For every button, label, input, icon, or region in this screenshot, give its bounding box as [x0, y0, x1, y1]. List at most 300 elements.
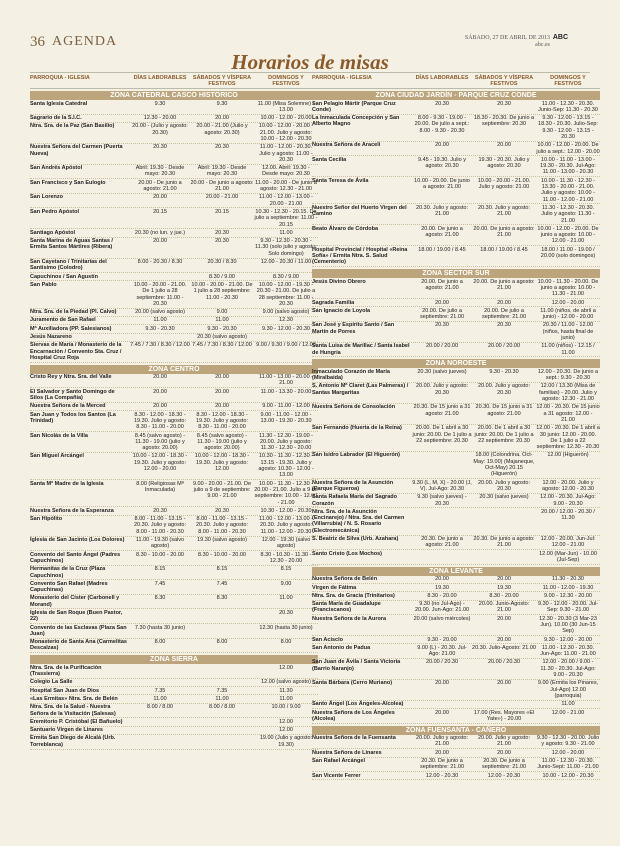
sunday-times: 11.00 - 13.30 - 20.00 [260, 388, 312, 395]
saturday-times [190, 735, 254, 748]
parish-name: Jesús Nazareno [30, 334, 72, 340]
sunday-times: 11.00 - 13.00 - 20.00 - 21.00 [258, 374, 314, 387]
sunday-times: 10.00 - 12.00 - 20.30 [542, 772, 594, 779]
saturday-times: 20.30 [215, 238, 229, 245]
saturday-times: 20.00. De junio a agosto: 21.00 [473, 225, 535, 239]
table-row [312, 115, 600, 142]
sunday-times: 11.00 [279, 229, 293, 236]
table-row [312, 425, 600, 452]
table-row [30, 537, 318, 552]
saturday-times [472, 509, 536, 534]
parish-name: Siervas de María / Monasterio de la Encarnación / Convento Sta. Cruz / Hospital Cruz Roja [30, 342, 122, 361]
saturday-times: 20.00 [215, 374, 229, 381]
weekday-times: 20.00. Julio y agosto: 21.00 [416, 735, 468, 748]
saturday-times [190, 727, 254, 733]
parish-name: Beato Álvaro de Córdoba [312, 225, 379, 232]
parish-name: San Ignacio de Loyola [312, 307, 371, 314]
saturday-times: 19.30 [497, 584, 511, 591]
weekday-times: 20.00 - (Julio y agosto: 20.30) [132, 123, 188, 136]
parish-name: Iglesia de San Roque (Buen Pastor, 22) [30, 609, 123, 623]
sunday-times: 12.00 - 20.00. Julio y agosto: 12.00 - 20.30 [542, 479, 594, 492]
saturday-times: 20.00 [497, 636, 511, 643]
parish-name: Capuchinos / San Agustín [30, 273, 98, 280]
col-header-saturdays: SÁBADOS Y VÍSPERA FESTIVOS [192, 75, 252, 87]
parish-name: San Miguel Arcángel [30, 453, 84, 460]
table-row [312, 758, 600, 773]
table-row [30, 334, 318, 342]
table-row [30, 679, 318, 687]
sunday-times: 12.00 [279, 664, 293, 671]
sunday-times [254, 334, 318, 340]
table-row [30, 704, 318, 719]
parish-name: San Isidro Labrador (El Higuerón) [312, 452, 401, 459]
saturday-times: 18.30 - 20.30. De junio a septiembre: 20.30 [473, 115, 535, 128]
sunday-times: 9.00 - 12.30 - 20.00 [543, 592, 592, 599]
sunday-times: 9.00 (salvo agosto) [262, 309, 310, 316]
parish-name: San Hipólito [30, 516, 63, 523]
parish-name: San Fernando (Huerta de la Reina) [312, 425, 402, 432]
weekday-times: 12.30 - 20.00 [143, 115, 177, 122]
sunday-times: 12.00 - 20.00 [551, 749, 585, 756]
saturday-times: 20.30 [215, 507, 229, 514]
weekday-times: 8.00 - 11.00 - 13.15 - 20.30. Julio y agosto: 8.00 - 11.00 - 20.30 [134, 516, 186, 535]
saturday-times: 20.00 [215, 388, 229, 395]
sunday-times: 11.30 - 12.30 - 19.00 - 20.00. Julio y agosto: 11.30 - 12.30 - 20.00 [258, 432, 314, 452]
table-row [312, 204, 600, 225]
parish-name: Inmaculado Corazón de María (Miralbaida) [312, 368, 390, 382]
weekday-times: 8.00 - 20.30 / 8.30 [137, 259, 183, 266]
sunday-times: 10.00 - 11.00 - 13.00 - 19.30 - 20.30. Jul-Ago: 11.00 - 13.00 - 20.30 [540, 156, 596, 176]
table-row [312, 383, 600, 404]
saturday-times: 19.30 (salvo agosto) [197, 537, 247, 544]
weekday-times [130, 679, 190, 685]
weekday-times: 19.30 [435, 584, 449, 591]
col-header-weekdays: DÍAS LABORABLES [415, 75, 469, 81]
weekday-times [412, 701, 472, 707]
weekday-times: 20.00 - De junio a agosto: 21.00 [138, 179, 182, 193]
sunday-times: 12.00 / 13.30 (Misa de familias) - 20.00. Julio y agosto: 12.30 - 21.00 [539, 383, 597, 403]
table-row [30, 281, 318, 308]
table-row [30, 735, 318, 750]
sunday-times: 12.30 - 20.30 (3 Mar-23 Jun). 10.00 (30 Jun-15 Sep) [539, 615, 597, 635]
parish-name: La Inmaculada Concepción y San Alberto Magno [312, 115, 400, 128]
weekday-times: 8.00 (Religiosas Mª Inmaculada) [136, 480, 184, 493]
table-row [312, 701, 600, 709]
divider [30, 72, 590, 73]
sunday-times: 11.00 - 12.00 - 13.00 - 20.30. Julio y agosto: 11.00 - 12.00 - 20.30 [258, 516, 314, 535]
saturday-times: 8.30 - 10.00 - 20.00 [197, 551, 246, 558]
saturday-times: 20.00 [497, 576, 511, 583]
table-row [312, 584, 600, 592]
sunday-times: 8.15 [280, 566, 292, 573]
weekday-times: 20.00 [435, 680, 449, 687]
parish-name: S. Antonio Mª Claret (Las Palmeras) / Santas Margaritas [312, 383, 409, 396]
sunday-times: 9.30 - 12.30 - 20.00. Julio y agosto: 9.30 - 21.00 [536, 735, 600, 748]
weekday-times [130, 274, 190, 280]
sunday-times: 12.00 - 20.30. De 15 junio a 31 agosto: 12.00 - 21.00 [536, 404, 600, 423]
saturday-times: 20.00 - De junio a agosto: 21.00 [190, 179, 254, 193]
parish-name: Nuestra Señora de Linares [312, 749, 382, 756]
weekday-times: 9.30 - 20.30 [145, 325, 175, 332]
parish-name: Ermita San Diego de Alcalá (Urb. Torreblanca) [30, 735, 116, 748]
parish-name: San Acisclo [312, 636, 343, 643]
weekday-times: 7.45 / 7.30 / 8.30 / 12.00 [130, 342, 190, 349]
parish-name: «Las Ermitas» Ntra. Sra. de Belén [30, 695, 118, 702]
saturday-times: 20.00. Julio y agosto: 20.30 [478, 383, 530, 396]
saturday-times: 10.00 - 12.00 - 18.30 - 19.30. Julio y agosto: 12.00 [194, 453, 250, 473]
parish-name: Nuestra Señora del Carmen (Puerta Nueva) [30, 144, 123, 157]
table-row [30, 194, 318, 209]
saturday-times: 8.30 [216, 595, 228, 602]
weekday-times: 8.30 - 10.00 - 20.00 [135, 551, 184, 558]
weekday-times: 9.30 (no Jul-Ago) - 20.00. Jun-Ago: 21.00 [414, 601, 470, 614]
sunday-times: 9.00 - 11.00 - 12.00 - 13.00 - 19.30 - 20.30 [260, 411, 312, 424]
weekday-times: 11.00 [153, 317, 167, 324]
sunday-times: 10.00 - 11.30 - 12.30 - 13.30 - 20.00 - 21.00. Julio y agosto: 10.00 - 11.00 - 12.00 - 21.00 [540, 177, 596, 203]
table-row [30, 179, 318, 194]
weekday-times: 8.00 [154, 639, 166, 646]
weekday-times [130, 727, 190, 733]
zone-header: ZONA CENTRO [30, 365, 318, 374]
table-row [30, 507, 318, 515]
parish-name: Nuestro Señor del Huerto Virgen del Camino [312, 204, 407, 218]
right-column [312, 74, 600, 780]
table-row [312, 404, 600, 425]
weekday-times: 9.30 [154, 100, 166, 107]
weekday-times: 20.00 [435, 749, 449, 756]
sunday-times: 12.00 - 19.30 (salvo agosto) [261, 537, 311, 550]
table-row [30, 342, 318, 363]
table-row [312, 225, 600, 246]
weekday-times [130, 719, 190, 725]
parish-name: Santuario Virgen de Linares [30, 727, 103, 734]
weekday-times: 11.00 [153, 695, 167, 702]
saturday-times: 9.30 - 20.30 [489, 368, 519, 375]
sunday-times: 10.30 - 11.30 - 12.30 - 13.15 - 19.30. Julio y agosto: 10.30 - 12.00 - 13.00 [258, 453, 314, 479]
weekday-times: 20.00. De 1 abril a 30 junio: 20.00. De 1 julio a 22 septiembre: 20.30 [412, 425, 472, 444]
weekday-times [130, 665, 190, 678]
weekday-times: 20.00 [435, 709, 449, 716]
weekday-times: 20.00. Julio y agosto: 20.30 [416, 383, 468, 396]
weekday-times: 8.30 - 12.00 - 18.30 - 19.30. Julio y agosto: 8.30 - 11.00 - 20.00 [134, 411, 186, 431]
saturday-times: 8.00 [216, 639, 228, 646]
sunday-times: 10.00 - 12.00 - 20.00 [260, 115, 312, 122]
parish-name: Ntra. Sra. de la Asunción (Encinarejo) / Ntra. Sra. del Carmen (Villarrubia) / N. S. Rosario (Electromecánica) [312, 508, 405, 534]
weekday-times: 20.00. De junio a agosto: 21.00 [421, 278, 463, 291]
parish-name: San Juan de Ávila / Santa Victoria (Barrio Naranjo) [312, 659, 401, 672]
table-row [30, 453, 318, 480]
sunday-times: 11.00 [279, 695, 293, 702]
saturday-times: 20.30. Julio-Agosto: 21.00 [472, 644, 536, 651]
weekday-times: 20.30. Julio y agosto: 21.00 [416, 204, 468, 218]
col-header-parish: PARROQUIA - IGLESIA [30, 75, 90, 81]
parish-name: San Pedro Apóstol [30, 208, 79, 215]
table-row [312, 494, 600, 509]
sunday-times: 9.30 - 12.30 - 20.30 - 11.30 (solo julio y agosto: Solo domingo) [255, 238, 317, 257]
weekday-times: Abril: 19.30 - Desde mayo: 20.30 [135, 165, 185, 178]
table-row [312, 142, 600, 157]
table-row [30, 480, 318, 507]
weekday-times: 7.45 [154, 580, 166, 587]
parish-name: Santo Ángel (Los Ángeles-Alcolea) [312, 701, 404, 708]
sunday-times: 11.00 (Misa Solemne) - 13.00 [257, 100, 315, 113]
weekday-times: 20.30. De junio a agosto: 21.00 [421, 536, 463, 549]
parish-name: San Nicolás de la Villa [30, 432, 88, 439]
weekday-times: 20.00. De junio a agosto: 21.00 [421, 225, 463, 239]
saturday-times: 12.00 - 20.30 [487, 772, 521, 779]
sunday-times: 10.00 - 12.00 - 20.00 - 21.00. Julio y agosto: 10.00 - 12.00 - 20.30 [258, 123, 314, 142]
sunday-times: 12.00 - 21.00 [551, 709, 585, 716]
parish-name: Nuestra Señora de Consolación [312, 404, 396, 411]
saturday-times: 20.00 [215, 403, 229, 410]
table-row [30, 595, 318, 610]
weekday-times: 9.45 - 19.30. Julio y agosto: 20.30 [417, 156, 466, 170]
page-title: Horarios de misas [231, 50, 389, 74]
sunday-times: 12.00 [279, 718, 293, 725]
sunday-times: 18.00 / 11.00 - 19.00 / 20.00 (solo domingos) [540, 246, 596, 260]
table-row [312, 636, 600, 644]
saturday-times: Abril: 19.30 - Desde mayo: 20.30 [197, 165, 247, 178]
weekday-times [412, 551, 472, 564]
sunday-times: 9.30 - 12.00 - 20.00. Jul-Sep: 9.30 - 21.00 [538, 601, 598, 614]
parish-name: Cristo Rey y Ntra. Sra. del Valle [30, 374, 112, 381]
parish-name: Jesús Divino Obrero [312, 278, 366, 285]
saturday-times: 9.00 [216, 309, 228, 316]
saturday-times: 9.00 - 20.00 - 21.00. De julio a 9 de septiembre: 9.00 - 21.00 [192, 480, 252, 500]
table-row [30, 388, 318, 403]
saturday-times: 20.30 [215, 229, 229, 236]
saturday-times: 20.00 [497, 615, 511, 622]
col-header-weekdays: DÍAS LABORABLES [133, 75, 187, 81]
table-row [312, 576, 600, 584]
table-row [312, 615, 600, 636]
parish-name: San Lorenzo [30, 194, 64, 201]
parish-name: San Francisco y San Eulogio [30, 179, 106, 186]
weekday-times [130, 610, 190, 623]
weekday-times: 10.00 - 12.00 - 18.30 - 19.30. Julio y agosto: 12.00 - 20.00 [132, 453, 188, 473]
table-row [30, 516, 318, 537]
saturday-times: 8.15 [216, 566, 228, 573]
parish-name: Nuestra Señora de la Merced [30, 403, 106, 410]
table-row [312, 368, 600, 383]
saturday-times: 9.30 [216, 100, 228, 107]
sunday-times: 8.30 - 10.30 - 11.30 - 12.30 - 20.00 [260, 551, 312, 564]
table-row [30, 580, 318, 595]
table-row [30, 411, 318, 432]
table-row [30, 144, 318, 165]
weekday-times: 20.00 [153, 374, 167, 381]
parish-name: Santa Mª Madre de la Iglesia [30, 480, 104, 487]
zone-header: ZONA SECTOR SUR [312, 269, 600, 278]
saturday-times: 8.00 - 11.00 - 13.15 - 20.30. Julio y agosto: 8.00 - 11.00 - 20.30 [196, 516, 248, 535]
weekday-times: 8.30 - 20.00 [427, 592, 457, 599]
saturday-times: 19.30 - 20.30. Julio y agosto: 20.30 [478, 156, 530, 170]
table-row [312, 299, 600, 307]
table-row [312, 100, 600, 115]
saturday-times: 20.00. De 1 abril a 30 junio: 20.00. De 1 julio a 22 septiembre: 20.30 [474, 425, 534, 444]
column-headers [30, 74, 318, 89]
saturday-times: 20.30 / 8.30 [207, 259, 237, 266]
parish-name: Monasterio del Císter (Carbonell y Morand) [30, 595, 120, 608]
site: abc.es [535, 42, 550, 48]
parish-name: Colegio La Salle [30, 679, 73, 686]
parish-name: Nuestra Señora de la Asunción (Parque Figueroa) [312, 479, 394, 492]
parish-name: San Antonio de Padua [312, 644, 371, 651]
sunday-times: 9.00 - 11.00 - 12.00 [262, 403, 310, 410]
parish-name: Juramento de San Rafael [30, 317, 96, 324]
parish-name: Santo Cristo (Los Mochos) [312, 550, 382, 557]
sunday-times: 12.30 [279, 317, 293, 324]
weekday-times: 20.00 (salvo agosto) [135, 309, 185, 316]
table-row [30, 165, 318, 180]
weekday-times [130, 334, 190, 340]
page-header [0, 0, 620, 50]
table-row [30, 259, 318, 274]
table-row [312, 680, 600, 701]
parish-name: San Rafael Arcángel [312, 758, 365, 765]
saturday-times: 18.00 / 19.00 / 8.45 [480, 246, 528, 253]
sunday-times: 8.00 [280, 639, 292, 646]
saturday-times: 20.00. De junio a agosto: 21.00 [473, 278, 535, 291]
parish-name: Virgen de Fátima [312, 584, 357, 591]
saturday-times: 11.00 [215, 695, 229, 702]
table-row [30, 100, 318, 115]
table-row [312, 772, 600, 780]
table-row [312, 735, 600, 750]
weekday-times: 7.35 [154, 687, 166, 694]
weekday-times [412, 509, 472, 534]
sunday-times: 12.00 (Mar-Jun) - 10.00 (Jul-Sep) [539, 550, 597, 563]
saturday-times: 20.30. Julio y agosto: 21.00 [478, 204, 530, 218]
saturday-times: 20.00 [215, 115, 229, 122]
table-row [312, 307, 600, 322]
saturday-times: 20.30 (salvo jueves) [479, 494, 529, 501]
parish-name: Sagrario de la S.I.C. [30, 115, 82, 122]
zone-header: ZONA NOROESTE [312, 359, 600, 368]
sunday-times: 11.00 - 12.30 - 20.30. Junio-Sept: 11.00 - 21.00 [537, 758, 599, 771]
table-row [312, 592, 600, 600]
parish-name: San Andrés Apóstol [30, 165, 83, 172]
table-row [312, 749, 600, 757]
section-title: AGENDA [52, 34, 118, 49]
parish-name: Santa Marina de Aguas Santas / Ermita Santos Mártires (Ribera) [30, 238, 113, 251]
saturday-times: 17.00 (Res. Mayores «El Yate») - 20.00 [473, 709, 535, 722]
sunday-times: 12.00. Abril: 19.30 - Desde mayo: 20.30 [262, 165, 310, 178]
sunday-times: 10.30 - 12.30 - 20.15. De julio a septiembre: 11.00 - 20.15 [254, 208, 318, 228]
saturday-times: 20.00. Julio y agosto: 21.00 [478, 735, 530, 748]
page-number: 36 [30, 34, 45, 50]
weekday-times: 10.00 - 20.00. De junio a agosto: 21.00 [414, 177, 470, 191]
sunday-times: 12.00 - 20.30. De junio a sept.: 9.30 - 20.30 [537, 368, 599, 382]
sunday-times: 9.00 [280, 580, 292, 587]
parish-name: S. Beatriz de Silva (Urb. Azahara) [312, 536, 399, 543]
zone-header: ZONA CATEDRAL CASCO HISTÓRICO [30, 91, 318, 100]
sunday-times: 11.00 [279, 595, 293, 602]
sunday-times: 12.00 - 20.30 / 11.00 [260, 259, 312, 266]
sunday-times: 11.00 - 12.30 - 20.30. Junio-Sep: 11.30 - 20.30 [538, 100, 598, 113]
saturday-times: 20.00 [497, 680, 511, 687]
table-row [30, 374, 318, 389]
saturday-times: 20.00 [497, 749, 511, 756]
weekday-times: 8.00 - 9.30 - 19.00 - 20.00. De julio a sept.: 8.00 - 9.30 - 20.30 [414, 115, 470, 134]
zone-header: ZONA FUENSANTA - CAÑERO [312, 726, 600, 735]
sunday-times: 12.00 (salvo agosto) [261, 679, 311, 686]
parish-name: Santa Cecilia [312, 156, 347, 163]
parish-name: Santa Rafaela María del Sagrado Corazón [312, 494, 397, 507]
table-row [30, 238, 318, 259]
saturday-times: 20.00 - 21.00 [205, 194, 239, 201]
table-row [312, 322, 600, 343]
parish-name: Ntra. Sra. de la Purificación (Trassierra) [30, 664, 102, 678]
sunday-times: 9.00 / 9.30 / 9.00 / 12.00 [256, 342, 316, 349]
saturday-times [190, 625, 254, 638]
sunday-times: 11.00 [561, 701, 575, 708]
parish-name: Santiago Apóstol [30, 229, 76, 236]
sunday-times: 12.00 - 20.30. Jul-Ago: 9.00 - 20.30 [540, 494, 596, 507]
sunday-times: 9.00 (Ermita los Pinares, Jul-Ago) 12.00 (parroquia) [537, 680, 599, 699]
table-row [312, 246, 600, 267]
saturday-times: 20.00. Junio-Agosto: 21.00 [478, 601, 530, 614]
saturday-times: 7.45 / 7.30 / 8.30 / 12.00 [192, 342, 252, 349]
saturday-times: 7.35 [216, 687, 228, 694]
sunday-times: 9.30 - 12.00 - 20.30 [261, 325, 310, 332]
parish-name: Nuestra Señora de la Aurora [312, 615, 387, 622]
weekday-times: 9.30 (L, M, X) - 20.00 (J, V). Jul-Ago: 20.30 [412, 479, 472, 492]
sunday-times: 10.00 - 11.30 - 20.00. De junio a agosto: 10.00 - 11.30 - 21.00 [537, 278, 599, 298]
table-row [30, 624, 318, 639]
weekday-times: 8.00 / 8.00 [147, 704, 173, 711]
col-header-saturdays: SÁBADOS Y VÍSPERA FESTIVOS [474, 75, 534, 87]
table-row [30, 566, 318, 581]
saturday-times [190, 679, 254, 685]
sunday-times: 12.00 - 20.30. De 1 abril a 30 junio: 12.00 - 20.00. De 1 julio a 22 septiembre: 12.30 - 20.30 [536, 425, 600, 451]
table-row [30, 229, 318, 237]
saturday-times: 20.30. De 15 junio a 31 agosto: 21.00 [475, 404, 533, 417]
saturday-times: 20.00 [497, 142, 511, 149]
weekday-times: 11.00 - 19.30 (salvo agosto) [135, 537, 185, 550]
saturday-times: 9.30 - 20.30 [207, 325, 237, 332]
sunday-times: 12.00 - 20.00 [551, 299, 585, 306]
saturday-times: 10.00 - 20.00 - 21.00. Julio y agosto: 21.00 [477, 177, 531, 191]
weekday-times: 20.30 (salvo jueves) [417, 368, 467, 375]
saturday-times: 8.45 (salvo agosto) - 11.30 - 19.00 (julio y agosto: 20.00) [196, 432, 248, 452]
table-row [30, 551, 318, 566]
weekday-times: 20.00 (salvo miércoles) [413, 615, 471, 622]
saturday-times: 10.00 - 20.00 - 21.00. De 1 julio a 28 septiembre: 11.00 - 20.30 [191, 281, 253, 301]
parish-name: Ntra. Sra. de la Piedad (Pl. Calvo) [30, 309, 117, 316]
parish-name: Ntra. Sra. de la Paz (San Basilio) [30, 123, 115, 130]
table-row [30, 609, 318, 624]
table-row [312, 479, 600, 494]
saturday-times: 20.30. De junio a agosto: 21.00 [473, 536, 535, 549]
parish-name: Convento de las Esclavas (Plaza San Juan) [30, 624, 127, 637]
weekday-times: 20.30 [153, 507, 167, 514]
parish-name: Santa Teresa de Ávila [312, 177, 369, 184]
sunday-times: 12.30 (hasta 30 junio) [259, 624, 313, 631]
sunday-times: 20.00 / 12.00 - 20.30 / 11.30 [541, 508, 595, 522]
saturday-times: 11.00 [215, 317, 229, 324]
table-row [312, 709, 600, 724]
saturday-times [190, 610, 254, 623]
sunday-times: 10.00 - 12.00 - 19.30 - 20.30 - 21.00. De julio a 28 septiembre: 11.00 - 20.30 [256, 281, 316, 307]
date: SÁBADO, 27 DE ABRIL DE 2013 [464, 35, 550, 41]
weekday-times: 9.30 (salvo jueves) - 20.30 [417, 494, 467, 507]
sunday-times: 20.30 / 11.00 - 12.00 (niños, hasta final de junio) [542, 322, 594, 341]
sunday-times: 11.00 - 12.00 - 20.30. Julio y agosto: 11.00 - 20.30 [259, 144, 313, 163]
parish-name: San Juan y Todos los Santos (La Trinidad) [30, 411, 116, 424]
table-row [30, 123, 318, 144]
weekday-times: 20.30 (no lun. y jue.) [134, 229, 186, 236]
